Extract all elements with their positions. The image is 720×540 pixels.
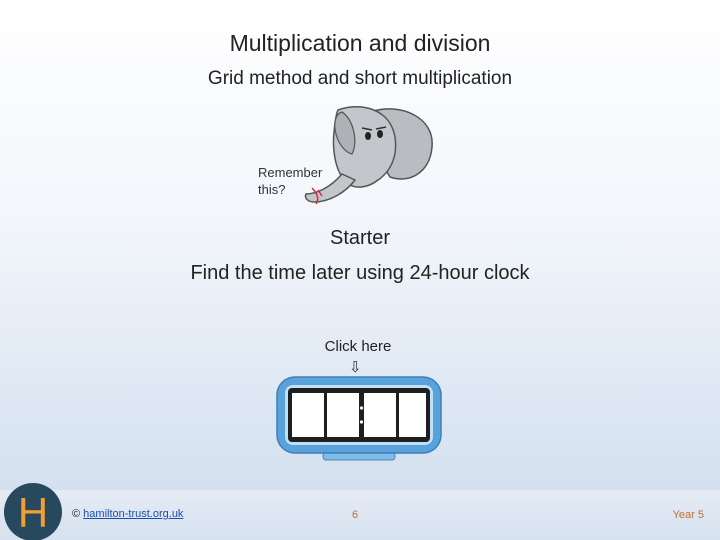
hamilton-trust-link[interactable]: hamilton-trust.org.uk	[83, 508, 184, 520]
remember-caption	[258, 164, 322, 198]
clock-digit-4	[399, 393, 426, 437]
clock-digit-2	[327, 393, 359, 437]
page-number: 6	[352, 509, 359, 521]
copyright-notice	[72, 508, 183, 520]
click-here-link[interactable]: Click here	[324, 338, 392, 355]
down-arrow-icon: ⇩	[349, 359, 362, 376]
copyright-symbol: ©	[72, 508, 81, 520]
page-subtitle: Grid method and short multiplication	[207, 68, 513, 89]
year-label: Year 5	[672, 509, 704, 521]
clock-digit-1	[292, 393, 324, 437]
hamilton-logo	[2, 480, 64, 540]
remember-line-2: this?	[258, 182, 286, 197]
digital-clock-button[interactable]	[276, 376, 442, 464]
clock-colon-dot	[360, 406, 363, 409]
clock-colon-dot	[360, 420, 363, 423]
remember-line-1: Remember	[258, 165, 323, 180]
clock-digit-3	[364, 393, 396, 437]
starter-heading: Starter	[329, 227, 391, 249]
page-title: Multiplication and division	[229, 30, 491, 56]
svg-text:H: H	[17, 489, 49, 536]
starter-instruction: Find the time later using 24-hour clock	[190, 262, 530, 284]
